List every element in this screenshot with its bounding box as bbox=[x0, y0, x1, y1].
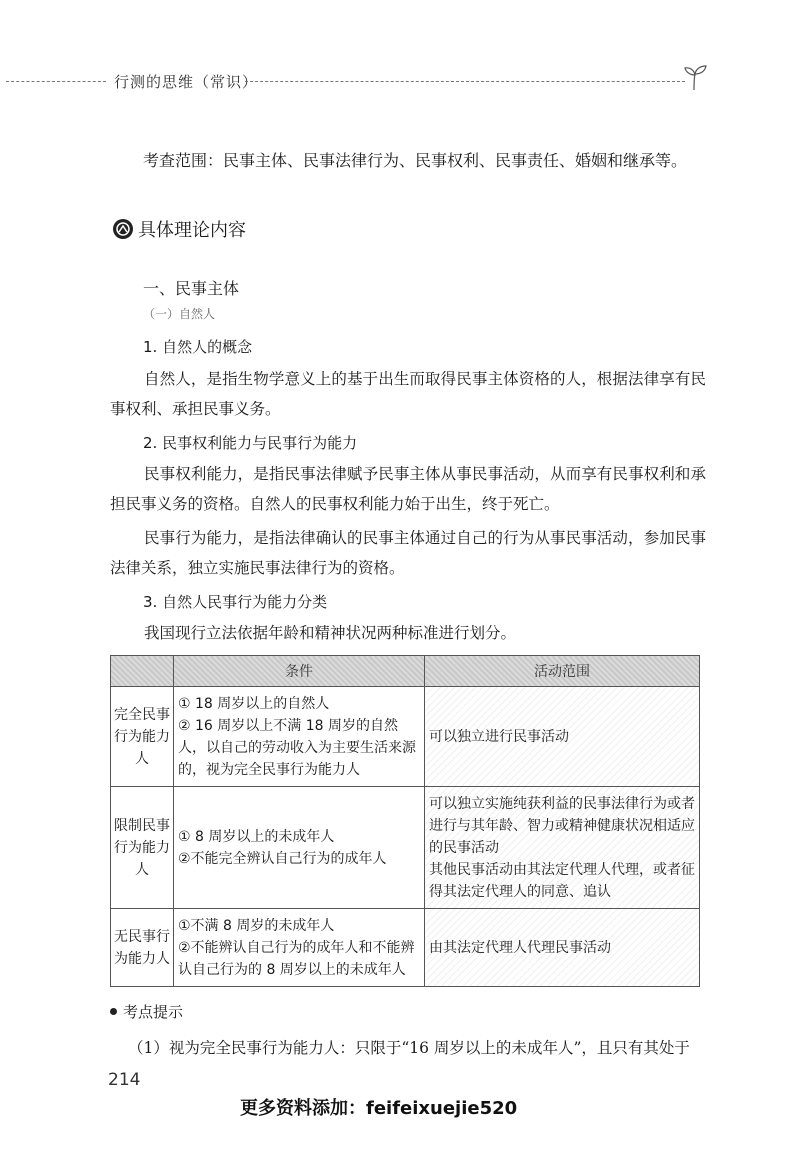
heading-concept: 1. 自然人的概念 bbox=[143, 338, 253, 356]
table-row bbox=[111, 909, 700, 987]
paragraph-rights-capacity: 民事权利能力，是指民事法律赋予民事主体从事民事活动，从而享有民事权利和承担民事义务的资格。自然人的民事权利能力始于出生，终于死亡。 bbox=[110, 465, 706, 513]
sprout-icon bbox=[682, 62, 712, 92]
table-header-conditions: 条件 bbox=[174, 656, 425, 687]
page-number: 214 bbox=[108, 1070, 141, 1090]
paragraph-act-capacity: 民事行为能力，是指法律确认的民事主体通过自己的行为从事民事活动，参加民事法律关系，独立实施民事法律行为的资格。 bbox=[110, 529, 706, 577]
heading-classification: 3. 自然人民事行为能力分类 bbox=[143, 593, 328, 611]
section-badge-icon bbox=[112, 218, 134, 240]
category-cell: 限制民事行为能力人 bbox=[111, 787, 174, 909]
heading-civil-subject: 一、民事主体 bbox=[143, 279, 240, 298]
running-header-title: 行测的思维（常识） bbox=[114, 73, 259, 91]
watermark-text: 更多资料添加：feifeixuejie520 bbox=[240, 1098, 518, 1119]
capacity-table bbox=[110, 655, 700, 987]
bullet-icon bbox=[110, 1008, 117, 1015]
scope-cell bbox=[425, 909, 700, 987]
condition-line: ① 18 周岁以上的自然人 bbox=[178, 695, 330, 712]
table-header-row bbox=[111, 656, 700, 687]
tip-heading bbox=[110, 1001, 183, 1022]
category-cell: 完全民事行为能力人 bbox=[111, 687, 174, 787]
scope-line: 可以独立实施纯获利益的民事法律行为或者进行与其年龄、智力或精神健康状况相适应的民事活动 bbox=[429, 795, 695, 856]
section-heading-text: 具体理论内容 bbox=[138, 220, 246, 241]
header-rule-right bbox=[245, 81, 685, 82]
tip-heading-text: 考点提示 bbox=[123, 1003, 184, 1021]
conditions-cell bbox=[174, 687, 425, 787]
table-row bbox=[111, 687, 700, 787]
section-heading bbox=[112, 216, 246, 242]
exam-scope: 考查范围：民事主体、民事法律行为、民事权利、民事责任、婚姻和继承等。 bbox=[143, 151, 688, 170]
scope-cell bbox=[425, 687, 700, 787]
scope-line: 其他民事活动由其法定代理人代理，或者征得其法定代理人的同意、追认 bbox=[429, 861, 695, 900]
heading-capacity: 2. 民事权利能力与民事行为能力 bbox=[143, 434, 358, 452]
table-header-scope: 活动范围 bbox=[425, 656, 700, 687]
condition-line: ②不能完全辨认自己行为的成年人 bbox=[178, 850, 387, 867]
condition-line: ① 8 周岁以上的未成年人 bbox=[178, 828, 335, 845]
condition-line: ②不能辨认自己行为的成年人和不能辨认自己行为的 8 周岁以上的未成年人 bbox=[178, 939, 415, 978]
table-row bbox=[111, 787, 700, 909]
paragraph-classification: 我国现行立法依据年龄和精神状况两种标准进行划分。 bbox=[144, 624, 517, 642]
scope-line: 可以独立进行民事活动 bbox=[429, 728, 569, 745]
condition-line: ② 16 周岁以上不满 18 周岁的自然人，以自己的劳动收入为主要生活来源的，视为完全民事行为能力人 bbox=[178, 717, 416, 778]
category-cell: 无民事行为能力人 bbox=[111, 909, 174, 987]
paragraph-concept: 自然人，是指生物学意义上的基于出生而取得民事主体资格的人，根据法律享有民事权利、承担民事义务。 bbox=[110, 370, 706, 418]
conditions-cell bbox=[174, 909, 425, 987]
condition-line: ①不满 8 周岁的未成年人 bbox=[178, 917, 335, 934]
conditions-cell bbox=[174, 787, 425, 909]
scope-line: 由其法定代理人代理民事活动 bbox=[429, 939, 611, 956]
heading-natural-person: （一）自然人 bbox=[143, 307, 216, 321]
table-header-blank bbox=[111, 656, 174, 687]
header-rule-left bbox=[6, 81, 106, 82]
tip-text: （1）视为完全民事行为能力人：只限于“16 周岁以上的未成年人”，且只有其处于 bbox=[128, 1039, 690, 1057]
scope-cell bbox=[425, 787, 700, 909]
